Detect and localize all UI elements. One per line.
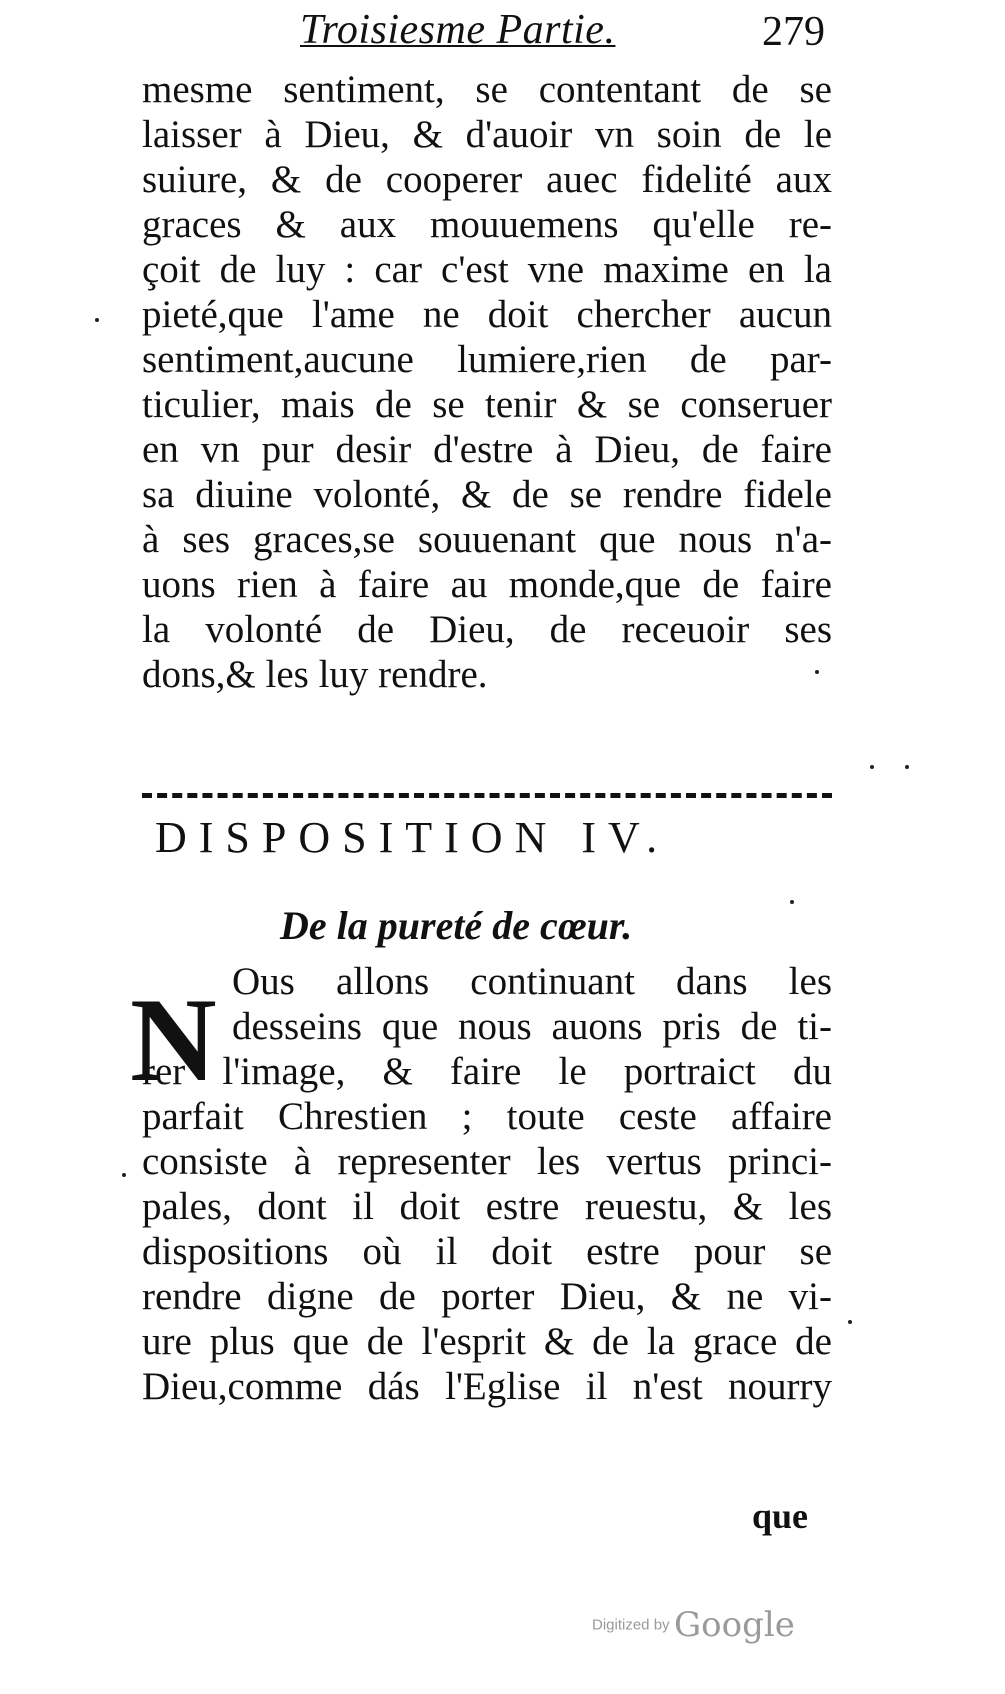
running-head: Troisiesme Partie. bbox=[300, 7, 616, 53]
scan-speck bbox=[122, 1173, 126, 1177]
text-line: graces & aux mouuemens qu'elle re- bbox=[142, 203, 832, 246]
section-subheading: De la pureté de cœur. bbox=[280, 903, 633, 948]
page-number: 279 bbox=[762, 9, 825, 55]
scan-speck bbox=[870, 765, 874, 769]
text-line: uons rien à faire au monde,que de faire bbox=[142, 563, 832, 606]
text-line: Ous allons continuant dans les bbox=[232, 960, 832, 1003]
text-line: dons,& les luy rendre. bbox=[142, 653, 488, 696]
text-line: consiste à representer les vertus princi- bbox=[142, 1140, 832, 1183]
section-heading: DISPOSITION IV. bbox=[155, 813, 670, 862]
scan-speck bbox=[905, 765, 909, 769]
text-line: rer l'image, & faire le portraict du bbox=[142, 1050, 832, 1093]
text-line: desseins que nous auons pris de ti- bbox=[232, 1005, 832, 1048]
page-header bbox=[0, 6, 1005, 66]
text-line: parfait Chrestien ; toute ceste affaire bbox=[142, 1095, 832, 1138]
scan-speck bbox=[815, 670, 819, 674]
text-line: pales, dont il doit estre reuestu, & les bbox=[142, 1185, 832, 1228]
text-line: çoit de luy : car c'est vne maxime en la bbox=[142, 248, 832, 291]
text-line: mesme sentiment, se contentant de se bbox=[142, 68, 832, 111]
text-line: la volonté de Dieu, de receuoir ses bbox=[142, 608, 832, 651]
text-line: rendre digne de porter Dieu, & ne vi- bbox=[142, 1275, 832, 1318]
catchword: que bbox=[752, 1496, 809, 1536]
text-line: sa diuine volonté, & de se rendre fidele bbox=[142, 473, 832, 516]
watermark-brand: Google bbox=[674, 1605, 795, 1645]
text-line: ure plus que de l'esprit & de la grace de bbox=[142, 1320, 832, 1363]
scan-speck bbox=[95, 318, 99, 322]
text-line: ticulier, mais de se tenir & se conseruer bbox=[142, 383, 832, 426]
section-divider bbox=[142, 793, 832, 798]
text-line: pieté,que l'ame ne doit chercher aucun bbox=[142, 293, 832, 336]
text-line: Dieu,comme dás l'Eglise il n'est nourry bbox=[142, 1365, 832, 1408]
text-line: sentiment,aucune lumiere,rien de par- bbox=[142, 338, 832, 381]
scan-speck bbox=[790, 900, 794, 904]
scan-speck bbox=[848, 1320, 852, 1324]
text-line: en vn pur desir d'estre à Dieu, de faire bbox=[142, 428, 832, 471]
text-line: laisser à Dieu, & d'auoir vn soin de le bbox=[142, 113, 832, 156]
drop-cap: N bbox=[130, 973, 217, 1106]
digitized-by-google-watermark bbox=[592, 1605, 795, 1645]
text-line: à ses graces,se souuenant que nous n'a- bbox=[142, 518, 832, 561]
watermark-prefix: Digitized by bbox=[592, 1616, 670, 1634]
text-line: suiure, & de cooperer auec fidelité aux bbox=[142, 158, 832, 201]
text-line: dispositions où il doit estre pour se bbox=[142, 1230, 832, 1273]
